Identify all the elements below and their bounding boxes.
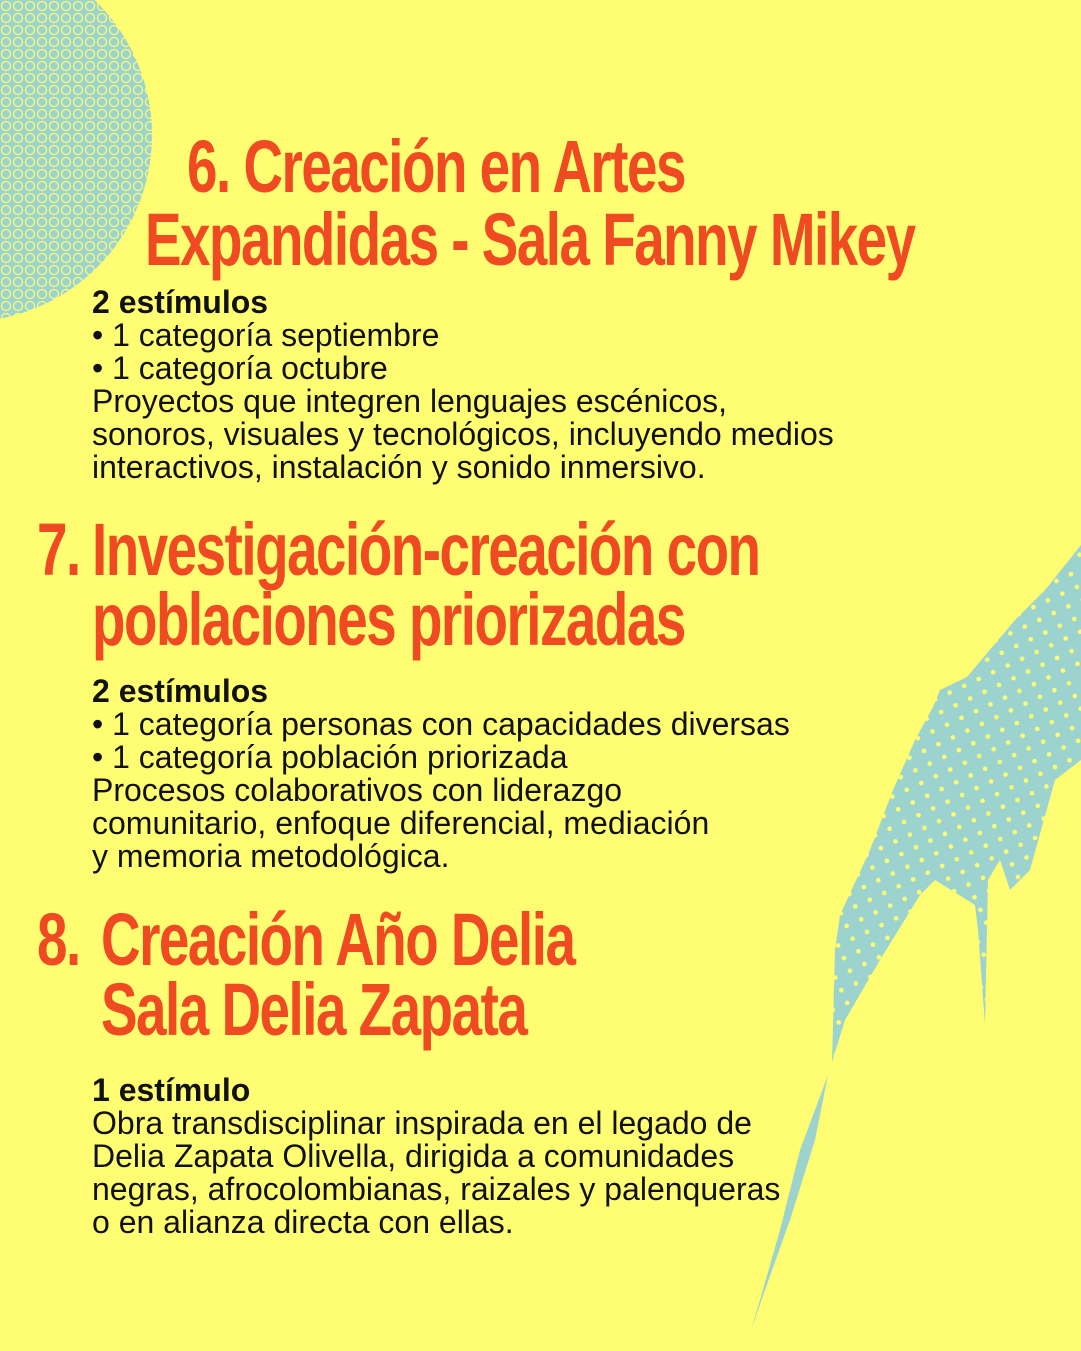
description-line: Obra transdisciplinar inspirada en el legado de	[92, 1105, 752, 1141]
section-6-body	[92, 286, 834, 484]
section-6-title-line-2: Expandidas - Sala Fanny Mikey	[145, 198, 915, 281]
description-line: Proyectos que integren lenguajes escénicos,	[92, 383, 728, 419]
description-line: Procesos colaborativos con liderazgo	[92, 772, 623, 808]
bullet-item: • 1 categoría octubre	[92, 350, 388, 386]
description-line: y memoria metodológica.	[92, 838, 450, 874]
section-7-title-line-2: poblaciones priorizadas	[92, 578, 685, 661]
section-7-count: 2 estímulos	[92, 673, 269, 709]
section-7-title-line-1: Investigación-creación con	[92, 508, 760, 591]
halftone-circle	[0, 0, 152, 322]
section-8-title-line-1: Creación Año Delia	[101, 898, 575, 981]
description-line: sonoros, visuales y tecnológicos, incluyendo medios	[92, 416, 834, 452]
description-line: negras, afrocolombianas, raizales y palenqueras	[92, 1171, 781, 1207]
description-line: comunitario, enfoque diferencial, mediación	[92, 805, 710, 841]
bullet-item: • 1 categoría septiembre	[92, 317, 440, 353]
lightning-shape	[832, 545, 1081, 1062]
description-line: interactivos, instalación y sonido inmersivo.	[92, 449, 706, 485]
section-8-number: 8.	[37, 898, 80, 981]
bullet-item: • 1 categoría población priorizada	[92, 739, 568, 775]
section-8-title-line-2: Sala Delia Zapata	[101, 968, 527, 1051]
description-line: o en alianza directa con ellas.	[92, 1204, 514, 1240]
section-8-count: 1 estímulo	[92, 1072, 251, 1108]
section-8-body	[92, 1074, 780, 1239]
bullet-item: • 1 categoría personas con capacidades diversas	[92, 706, 790, 742]
description-line: Delia Zapata Olivella, dirigida a comunidades	[92, 1138, 735, 1174]
section-7-number: 7.	[37, 508, 80, 591]
section-6-title-line-1: 6. Creación en Artes	[187, 125, 685, 208]
section-6-count: 2 estímulos	[92, 284, 269, 320]
section-7-body	[92, 675, 790, 873]
